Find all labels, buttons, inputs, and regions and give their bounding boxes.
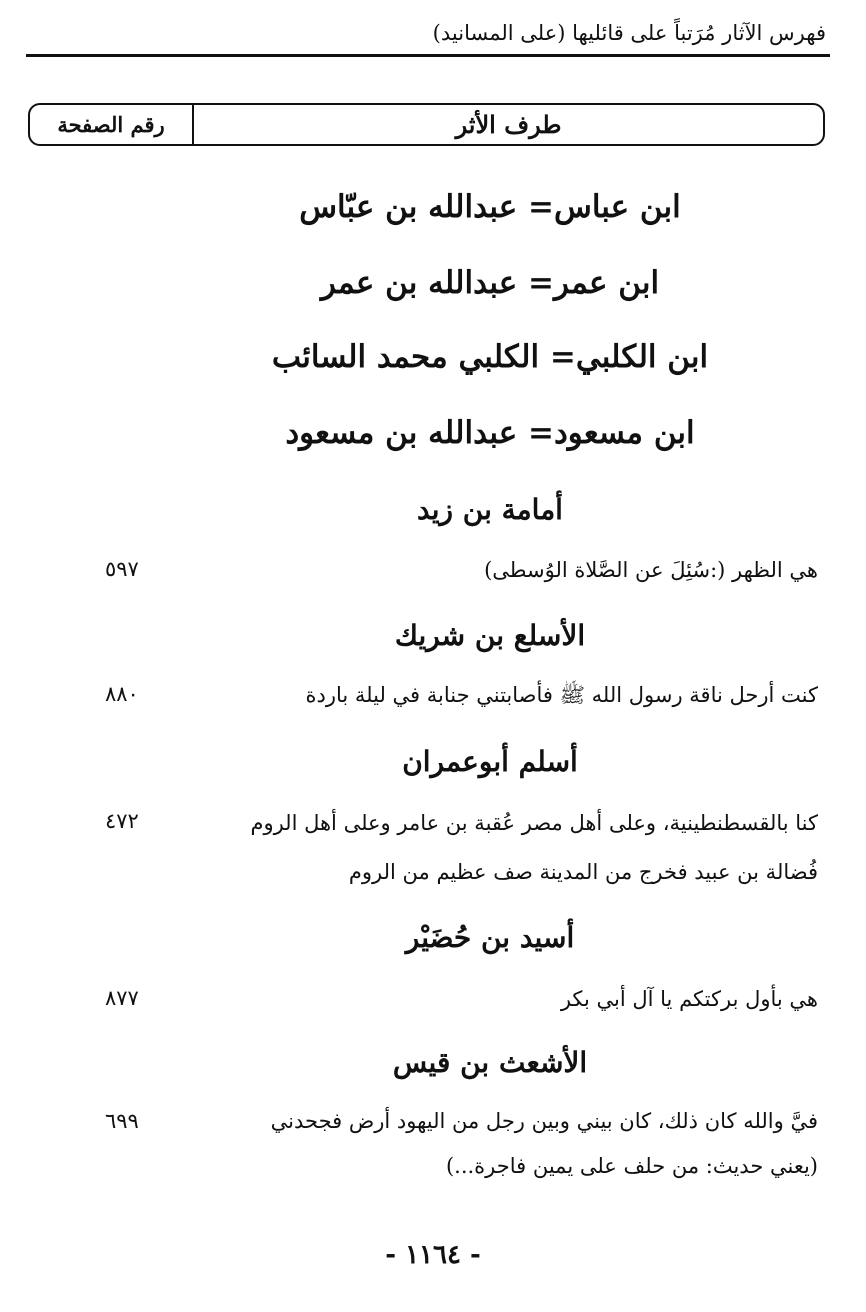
athar-entry-line: هي الظهر (:سُئِلَ عن الصَّلاة الوُسطى)	[484, 558, 818, 582]
page-number: ٥٩٧	[105, 557, 139, 581]
cross-ref-heading: ابن الكلبي= الكلبي محمد السائب	[271, 339, 709, 375]
narrator-heading: أسلم أبوعمران	[402, 745, 578, 778]
athar-entry-line: كنت أرحل ناقة رسول الله ﷺ فأصابتني جنابة في ليلة باردة	[305, 683, 818, 707]
athar-entry-line: فُضالة بن عبيد فخرج من المدينة صف عظيم من الروم	[348, 860, 818, 884]
athar-entry-line: فيَّ والله كان ذلك، كان بيني وبين رجل من اليهود أرض فجحدني	[270, 1109, 818, 1133]
athar-entry-line: هي بأول بركتكم يا آل أبي بكر	[560, 987, 818, 1011]
header-rule	[26, 54, 830, 57]
page-number: ٨٨٠	[105, 682, 139, 706]
column-header-page-number: رقم الصفحة	[57, 112, 165, 137]
page-number: ٦٩٩	[105, 1109, 139, 1133]
column-header-box	[28, 103, 825, 146]
narrator-heading: أمامة بن زيد	[417, 493, 563, 526]
column-header-athar: طرف الأثر	[455, 110, 562, 139]
column-divider	[192, 105, 194, 144]
athar-entry-line: كنا بالقسطنطينية، وعلى أهل مصر عُقبة بن عامر وعلى أهل الروم	[250, 811, 818, 835]
page-number: ٨٧٧	[105, 986, 139, 1010]
narrator-heading: الأشعث بن قيس	[392, 1046, 588, 1079]
cross-ref-heading: ابن عمر= عبدالله بن عمر	[320, 265, 660, 301]
narrator-heading: الأسلع بن شريك	[394, 619, 586, 652]
athar-entry-line: (يعني حديث: من حلف على يمين فاجرة...)	[445, 1154, 818, 1178]
cross-ref-heading: ابن عباس= عبدالله بن عبّاس	[299, 189, 681, 225]
running-head: فهرس الآثار مُرَتباً على قائليها (على المسانيد)	[432, 21, 826, 45]
page-folio: - ١١٦٤ -	[385, 1240, 481, 1270]
page-number: ٤٧٢	[105, 809, 139, 833]
narrator-heading: أسيد بن حُضَيْر	[405, 921, 575, 954]
cross-ref-heading: ابن مسعود= عبدالله بن مسعود	[285, 415, 695, 451]
